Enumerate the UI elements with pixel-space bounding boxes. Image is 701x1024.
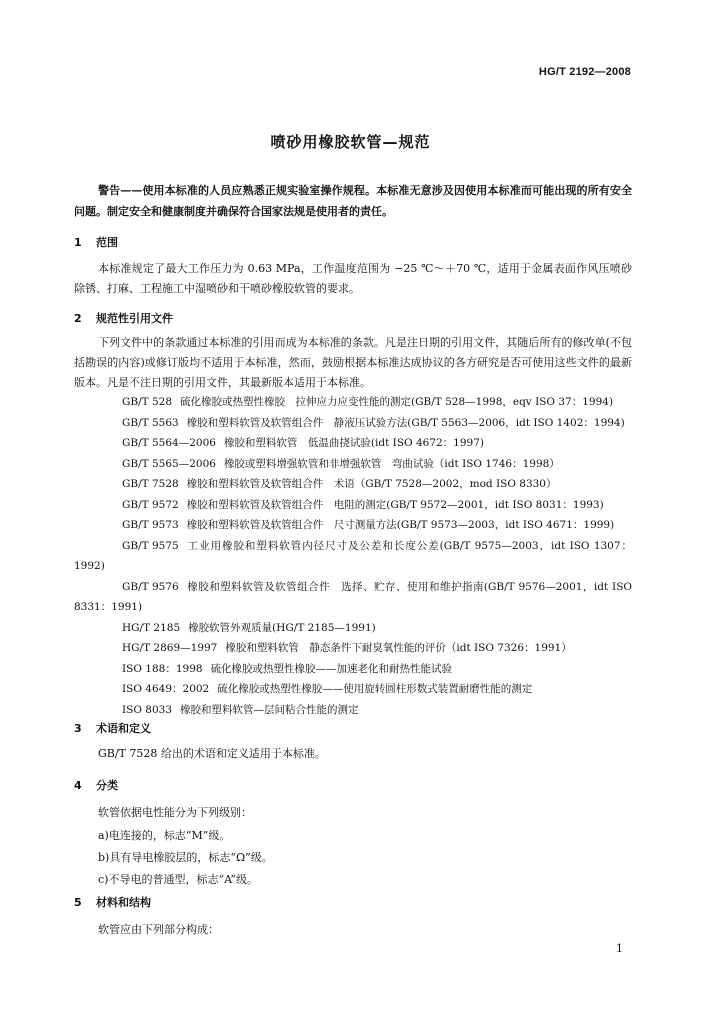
reference-list bbox=[74, 392, 632, 720]
reference-title: 橡胶和塑料软管及软管组合件 选择、贮存、使用和维护指南(GB/T 9576—2001，idt ISO 8331：1991) bbox=[74, 580, 632, 613]
reference-item bbox=[74, 392, 632, 413]
section-title: 分类 bbox=[96, 779, 118, 792]
reference-standard-number: GB/T 9576 bbox=[122, 580, 179, 593]
reference-item bbox=[74, 433, 632, 454]
section-title: 材料和结构 bbox=[96, 896, 151, 909]
reference-standard-number: GB/T 9575 bbox=[122, 539, 179, 552]
materials-paragraph: 软管应由下列部分构成： bbox=[98, 923, 219, 936]
section-heading-materials bbox=[74, 894, 151, 910]
reference-title: 橡胶和塑料软管及软管组合件 尺寸测量方法(GB/T 9573—2003，idt ISO 4671：1999) bbox=[186, 519, 615, 531]
reference-item bbox=[74, 413, 632, 434]
reference-standard-number: HG/T 2869—1997 bbox=[122, 642, 218, 654]
reference-title: 硫化橡胶或热塑性橡胶 拉伸应力应变性能的测定(GB/T 528—1998，eqv ISO 37：1994) bbox=[180, 396, 614, 408]
document-title: 喷砂用橡胶软管—规范 bbox=[270, 133, 431, 151]
warning-paragraph: 警告——使用本标准的人员应熟悉正规实验室操作规程。本标准无意涉及因使用本标准而可能出现的所有安全问题。制定安全和健康制度并确保符合国家法规是使用者的责任。 bbox=[74, 184, 632, 218]
reference-title: 橡胶和塑料软管及软管组合件 静液压试验方法(GB/T 5563—2006，idt ISO 1402：1994) bbox=[186, 416, 625, 429]
reference-item bbox=[74, 659, 632, 680]
reference-title: 工业用橡胶和塑料软管内径尺寸及公差和长度公差(GB/T 9575—2003，idt ISO 1307：1992) bbox=[74, 539, 632, 572]
reference-standard-number: HG/T 2185 bbox=[122, 621, 181, 634]
terms-paragraph: GB/T 7528 给出的术语和定义适用于本标准。 bbox=[98, 747, 326, 760]
reference-standard-number: GB/T 5563 bbox=[122, 416, 179, 429]
reference-standard-number: GB/T 5564—2006 bbox=[122, 437, 216, 449]
reference-title: 橡胶或塑料增强软管和非增强软管 弯曲试验（idt ISO 1746：1998） bbox=[223, 457, 560, 470]
section-number: 4 bbox=[74, 779, 82, 792]
reference-item bbox=[74, 679, 632, 700]
section-heading-normative bbox=[74, 310, 173, 326]
reference-item bbox=[74, 536, 632, 577]
reference-standard-number: GB/T 7528 bbox=[122, 478, 179, 490]
section-number: 5 bbox=[74, 896, 82, 909]
reference-title: 橡胶和塑料软管 低温曲挠试验(idt ISO 4672：1997) bbox=[223, 437, 484, 449]
section-number: 3 bbox=[74, 722, 82, 735]
reference-item bbox=[74, 515, 632, 536]
section-heading-scope bbox=[74, 234, 118, 250]
section-number: 1 bbox=[74, 236, 82, 249]
reference-item bbox=[74, 638, 632, 659]
reference-title: 橡胶和塑料软管及软管组合件 术语（GB/T 7528—2002，mod ISO 8330） bbox=[186, 478, 557, 490]
reference-standard-number: GB/T 9572 bbox=[122, 498, 179, 511]
classification-intro: 软管依据电性能分为下列级别： bbox=[98, 806, 252, 819]
reference-title: 橡胶和塑料软管及软管组合件 电阻的测定(GB/T 9572—2001，idt ISO 8031：1993) bbox=[186, 498, 604, 511]
reference-standard-number: GB/T 9573 bbox=[122, 519, 179, 531]
classification-list bbox=[98, 825, 273, 891]
normative-intro: 下列文件中的条款通过本标准的引用而成为本标准的条款。凡是注日期的引用文件，其随后所有的修改单(不包括勘误的内容)或修订版均不适用于本标准，然而，鼓励根据本标准达成协议的各方研究是否可使用这些文件的最新版本。凡是不注日期的引用文件，其最新版本适用于本标准。 bbox=[74, 336, 632, 389]
reference-item bbox=[74, 618, 632, 639]
reference-title: 硫化橡胶或热塑性橡胶——使用旋转圆柱形数式装置耐磨性能的测定 bbox=[217, 683, 533, 695]
reference-standard-number: ISO 188：1998 bbox=[122, 662, 203, 675]
section-title: 规范性引用文件 bbox=[96, 312, 173, 325]
reference-title: 硫化橡胶或热塑性橡胶——加速老化和耐热性能试验 bbox=[210, 662, 453, 675]
reference-title: 橡胶和塑料软管—层间粘合性能的测定 bbox=[180, 703, 359, 716]
section-heading-terms bbox=[74, 720, 151, 736]
reference-standard-number: ISO 8033 bbox=[122, 703, 173, 716]
section-heading-classification bbox=[74, 777, 118, 793]
reference-standard-number: GB/T 528 bbox=[122, 396, 173, 408]
list-item: c)不导电的普通型，标志“A”级。 bbox=[98, 873, 259, 886]
page-number: 1 bbox=[616, 942, 623, 955]
list-item: a)电连接的，标志“M”级。 bbox=[98, 829, 231, 842]
reference-title: 橡胶和塑料软管 静态条件下耐臭氧性能的评价（idt ISO 7326：1991） bbox=[225, 642, 572, 654]
reference-standard-number: ISO 4649：2002 bbox=[122, 683, 210, 695]
reference-standard-number: GB/T 5565—2006 bbox=[122, 457, 216, 470]
reference-item bbox=[74, 474, 632, 495]
list-item: b)具有导电橡胶层的，标志“Ω”级。 bbox=[98, 851, 273, 864]
reference-item bbox=[74, 700, 632, 721]
section-number: 2 bbox=[74, 312, 82, 325]
reference-item bbox=[74, 495, 632, 516]
section-title: 范围 bbox=[96, 236, 118, 249]
section-title: 术语和定义 bbox=[96, 722, 151, 735]
reference-item bbox=[74, 577, 632, 618]
scope-paragraph: 本标准规定了最大工作压力为 0.63 MPa，工作温度范围为 −25 ℃～＋70 ℃，适用于金属表面作风压喷砂除锈、打麻、工程施工中湿喷砂和干喷砂橡胶软管的要求。 bbox=[74, 262, 632, 295]
reference-title: 橡胶软管外观质量(HG/T 2185—1991) bbox=[188, 621, 376, 634]
standard-code: HG/T 2192—2008 bbox=[538, 66, 631, 78]
reference-item bbox=[74, 454, 632, 475]
